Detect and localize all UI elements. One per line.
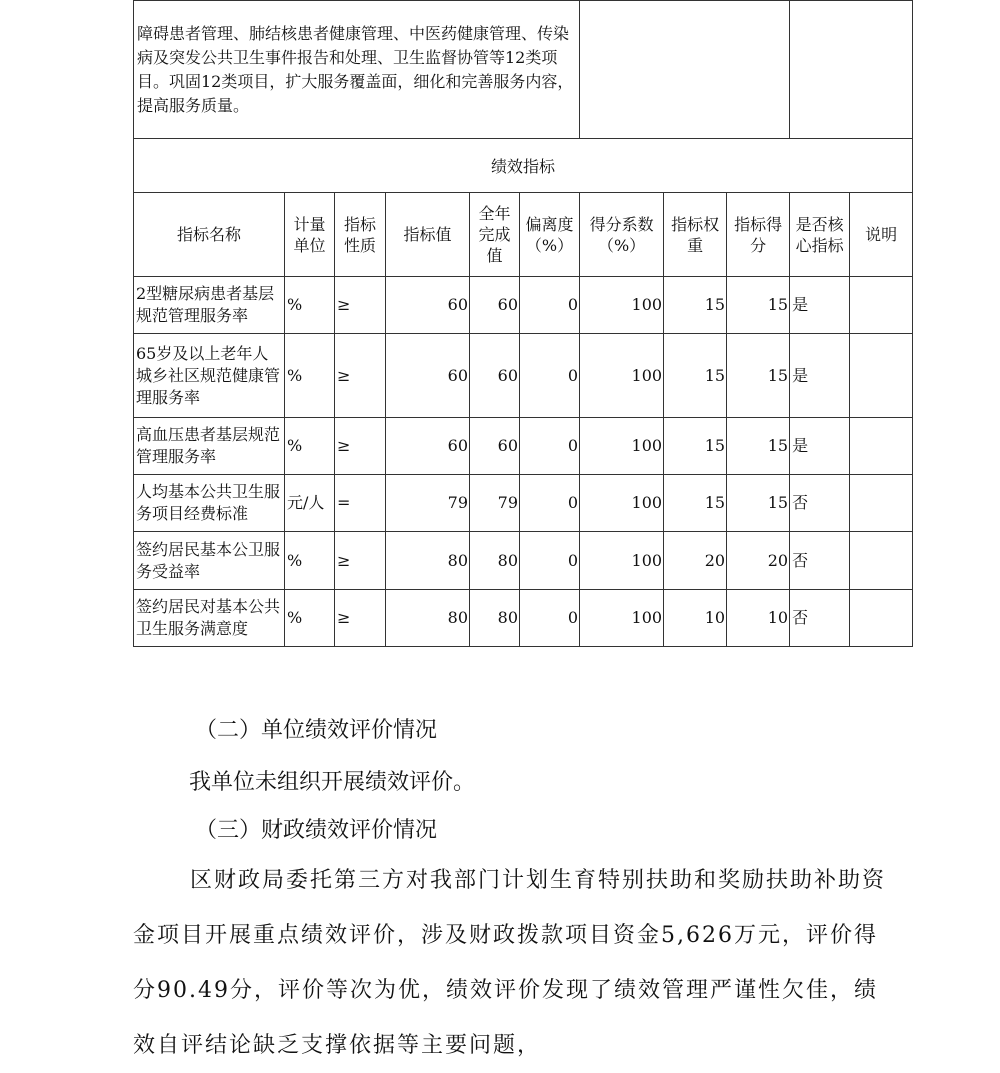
header-deviation: 偏离度（%）	[520, 193, 580, 277]
table-row	[134, 334, 913, 418]
cell-score: 15	[727, 334, 790, 418]
header-nature: 指标性质	[335, 193, 386, 277]
cell-coef: 100	[580, 334, 664, 418]
cell-name: 65岁及以上老年人城乡社区规范健康管理服务率	[134, 334, 285, 418]
cell-coef: 100	[580, 532, 664, 590]
cell-weight: 10	[664, 590, 727, 647]
cell-weight: 15	[664, 334, 727, 418]
cell-target: 79	[386, 475, 470, 532]
cell-actual: 79	[470, 475, 520, 532]
empty-cell	[790, 1, 913, 139]
cell-name: 签约居民基本公卫服务受益率	[134, 532, 285, 590]
cell-score: 20	[727, 532, 790, 590]
cell-unit: %	[285, 334, 335, 418]
cell-name: 高血压患者基层规范管理服务率	[134, 418, 285, 475]
cell-unit: %	[285, 532, 335, 590]
cell-weight: 15	[664, 418, 727, 475]
header-unit: 计量单位	[285, 193, 335, 277]
cell-nature: ≥	[335, 334, 386, 418]
header-actual: 全年完成值	[470, 193, 520, 277]
cell-nature: ≥	[335, 277, 386, 334]
cell-unit: 元/人	[285, 475, 335, 532]
cell-core: 否	[790, 590, 850, 647]
cell-target: 80	[386, 590, 470, 647]
header-note: 说明	[850, 193, 913, 277]
cell-deviation: 0	[520, 334, 580, 418]
cell-note	[850, 475, 913, 532]
cell-name: 人均基本公共卫生服务项目经费标准	[134, 475, 285, 532]
cell-score: 10	[727, 590, 790, 647]
header-coef: 得分系数（%）	[580, 193, 664, 277]
table-row	[134, 277, 913, 334]
table-row	[134, 532, 913, 590]
paragraph-1: 我单位未组织开展绩效评价。	[189, 770, 476, 795]
empty-cell	[580, 1, 790, 139]
cell-target: 60	[386, 418, 470, 475]
cell-note	[850, 334, 913, 418]
cell-target: 60	[386, 277, 470, 334]
cell-deviation: 0	[520, 532, 580, 590]
cell-nature: ≥	[335, 532, 386, 590]
header-target: 指标值	[386, 193, 470, 277]
cell-note	[850, 418, 913, 475]
cell-weight: 15	[664, 277, 727, 334]
header-name: 指标名称	[134, 193, 285, 277]
cell-coef: 100	[580, 590, 664, 647]
table-row	[134, 418, 913, 475]
project-description: 障碍患者管理、肺结核患者健康管理、中医药健康管理、传染病及突发公共卫生事件报告和处理、卫生监督协管等12类项目。巩固12类项目，扩大服务覆盖面，细化和完善服务内容，提高服务质量。	[134, 1, 580, 139]
cell-actual: 60	[470, 418, 520, 475]
cell-note	[850, 532, 913, 590]
cell-core: 是	[790, 418, 850, 475]
header-score: 指标得分	[727, 193, 790, 277]
cell-name: 签约居民对基本公共卫生服务满意度	[134, 590, 285, 647]
cell-nature: ≥	[335, 590, 386, 647]
header-row	[134, 193, 913, 277]
cell-weight: 15	[664, 475, 727, 532]
cell-deviation: 0	[520, 418, 580, 475]
section-title: 绩效指标	[134, 139, 913, 193]
cell-score: 15	[727, 475, 790, 532]
cell-nature: ≥	[335, 418, 386, 475]
cell-score: 15	[727, 277, 790, 334]
cell-note	[850, 277, 913, 334]
cell-deviation: 0	[520, 475, 580, 532]
cell-unit: %	[285, 590, 335, 647]
section-heading-2: （二）单位绩效评价情况	[195, 718, 438, 743]
cell-core: 否	[790, 475, 850, 532]
cell-core: 是	[790, 277, 850, 334]
cell-unit: %	[285, 277, 335, 334]
header-weight: 指标权重	[664, 193, 727, 277]
table-row	[134, 590, 913, 647]
header-core: 是否核心指标	[790, 193, 850, 277]
performance-table	[133, 0, 913, 647]
cell-actual: 60	[470, 277, 520, 334]
cell-actual: 60	[470, 334, 520, 418]
cell-actual: 80	[470, 590, 520, 647]
cell-deviation: 0	[520, 590, 580, 647]
section-heading-3: （三）财政绩效评价情况	[195, 818, 438, 843]
cell-actual: 80	[470, 532, 520, 590]
cell-note	[850, 590, 913, 647]
cell-coef: 100	[580, 475, 664, 532]
cell-weight: 20	[664, 532, 727, 590]
cell-score: 15	[727, 418, 790, 475]
cell-name: 2型糖尿病患者基层规范管理服务率	[134, 277, 285, 334]
paragraph-2: 区财政局委托第三方对我部门计划生育特别扶助和奖励扶助补助资金项目开展重点绩效评价，涉及财政拨款项目资金5,626万元，评价得分90.49分，评价等次为优，绩效评价发现了绩效管理严谨性欠佳，绩效自评结论缺乏支撑依据等主要问题，	[133, 868, 887, 1058]
cell-core: 是	[790, 334, 850, 418]
cell-deviation: 0	[520, 277, 580, 334]
cell-coef: 100	[580, 277, 664, 334]
cell-target: 80	[386, 532, 470, 590]
cell-core: 否	[790, 532, 850, 590]
cell-unit: %	[285, 418, 335, 475]
cell-target: 60	[386, 334, 470, 418]
cell-coef: 100	[580, 418, 664, 475]
table-row	[134, 475, 913, 532]
cell-nature: =	[335, 475, 386, 532]
